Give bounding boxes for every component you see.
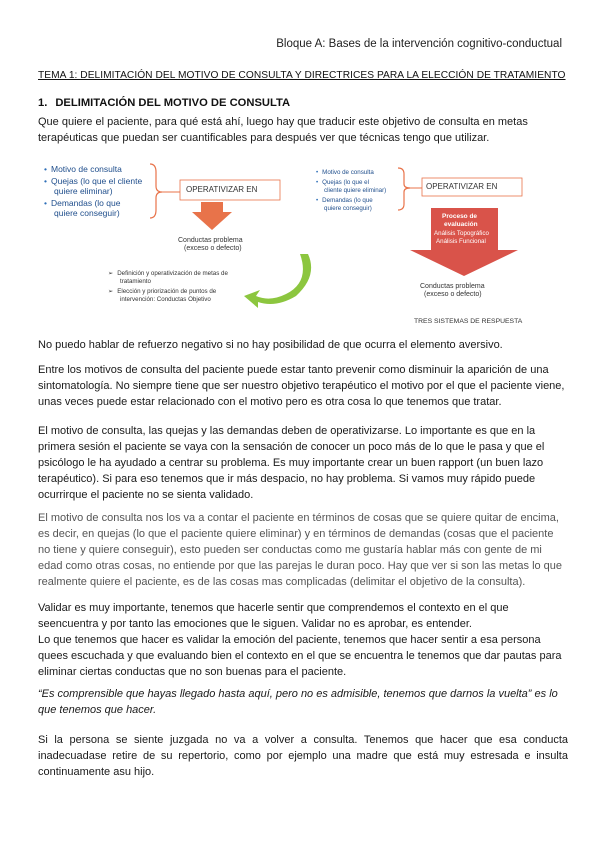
left-operativizar-label: OPERATIVIZAR EN (186, 185, 258, 194)
section-heading (38, 97, 290, 109)
paragraph-validar-1: Validar es muy importante, tenemos que hacerle sentir que comprendemos el contexto en el que seencuentra y por tanto las emociones que le siguen. Validar no es aprobar, es entender. (38, 602, 509, 630)
green-curved-arrow (244, 254, 311, 308)
section-number: 1. (38, 97, 48, 109)
left-conductas-line1: Conductas problema (178, 237, 243, 244)
left-down-arrow (192, 202, 232, 230)
block-header: Bloque A: Bases de la intervención cognitivo-conductual (276, 38, 562, 50)
left-item-4: quiere conseguir) (54, 208, 120, 218)
paragraph-juzgada: Si la persona se siente juzgada no va a volver a consulta. Tenemos que hacer que esa conducta inadecuadase retire de su repertorio, como por ejemplo una madre que está muy estresada e insulta continuamente asu hijo. (38, 734, 568, 778)
left-step-2: ➢ Elección y priorización de puntos de (108, 288, 217, 295)
section-title-text: DELIMITACIÓN DEL MOTIVO DE CONSULTA (55, 97, 291, 109)
left-step-1: tratamiento (120, 278, 151, 285)
paragraph-motivos: Entre los motivos de consulta del paciente puede estar tanto prevenir como disminuir la aparición de una sintomatología. No siempre tiene que ser nuestro objetivo terapéutico el motivo por el que el paciente viene, unas veces puede estar relacionado con el motivo pero es otra cosa lo que tenemos que tratar. (38, 364, 565, 408)
left-conductas-line2: (exceso o defecto) (184, 245, 242, 252)
right-item-4: quiere conseguir) (324, 205, 372, 212)
right-item-1: • Quejas (lo que el (316, 179, 369, 186)
left-item-3: • Demandas (lo que (44, 198, 121, 208)
left-bracket (150, 164, 162, 218)
right-item-2: cliente quiere eliminar) (324, 187, 387, 194)
paragraph-refuerzo: No puedo hablar de refuerzo negativo si no hay posibilidad de que ocurra el elemento aversivo. (38, 339, 503, 351)
proceso-line3: Análisis Topográfico (434, 230, 489, 237)
proceso-line2: evaluación (444, 221, 478, 228)
left-item-2: quiere eliminar) (54, 186, 113, 196)
right-operativizar-label: OPERATIVIZAR EN (426, 182, 498, 191)
proceso-line4: Análisis Funcional (436, 238, 486, 245)
paragraph-operativizar: El motivo de consulta, las quejas y las demandas deben de operativizarse. Lo importante es que en la primera sesión el paciente se vaya con la sensación de conocer un poco más de lo que le pasa y que el psicólogo le ha ayudado a centrar su problema. Es muy importante crear un buen rapport (un buen lazo terapéutico). Si para eso tenemos que ir más despacio, no hay problema. Si vamos muy rápido puede ocurrirque el paciente no se sienta validado. (38, 425, 545, 501)
proceso-line1: Proceso de (442, 213, 478, 220)
intro-paragraph: Que quiere el paciente, para qué está ahí, luego hay que traducir este objetivo de consulta en metas terapéuticas que puedan ser cuantificables para después ver que técnicas tengo que utilizar. (38, 116, 528, 144)
left-item-0: • Motivo de consulta (44, 164, 122, 174)
left-step-0: ➢ Definición y operativización de metas de (108, 270, 228, 277)
paragraph-quejas-demandas: El motivo de consulta nos los va a contar el paciente en términos de cosas que se quiere quitar de encima, es decir, en quejas (lo que el paciente quiere eliminar) y en términos de demandas (cosas que el paciente no tiene y quiere conseguir), esto pueden ser conductas como me gustaría hablar más con gente de mi edad como otras cosas, no entiende por que las parejas le duran poco. Hay que ver si son las metas lo que realmente quiere el paciente, es de las cosas mas complicadas (delimitar el objetivo de la consulta). (38, 512, 563, 588)
right-item-0: • Motivo de consulta (316, 169, 374, 176)
right-item-3: • Demandas (lo que (316, 197, 373, 204)
paragraph-validar-2: Lo que tenemos que hacer es validar la emoción del paciente, tenemos que hacer sentir a esa persona quees escuchada y que evaluando bien el contexto en el que se encuentra le tenemos que dar pautas para eliminar ciertas conductas que no son buenas para el paciente. (38, 634, 562, 678)
paragraph-quote: “Es comprensible que hayas llegado hasta aquí, pero no es admisible, tenemos que darnos la vuelta” es lo que tenemos que hacer. (38, 688, 558, 716)
left-step-3: intervención: Conductas Objetivo (120, 296, 211, 303)
tres-sistemas-label: TRES SISTEMAS DE RESPUESTA (414, 318, 523, 325)
right-bracket (398, 168, 410, 210)
left-item-1: • Quejas (lo que el cliente (44, 176, 143, 186)
consultation-diagram (38, 158, 568, 338)
right-conductas-line1: Conductas problema (420, 283, 485, 290)
right-conductas-line2: (exceso o defecto) (424, 291, 482, 298)
topic-title: TEMA 1: DELIMITACIÓN DEL MOTIVO DE CONSULTA Y DIRECTRICES PARA LA ELECCIÓN DE TRATAMIENTO (38, 70, 566, 81)
